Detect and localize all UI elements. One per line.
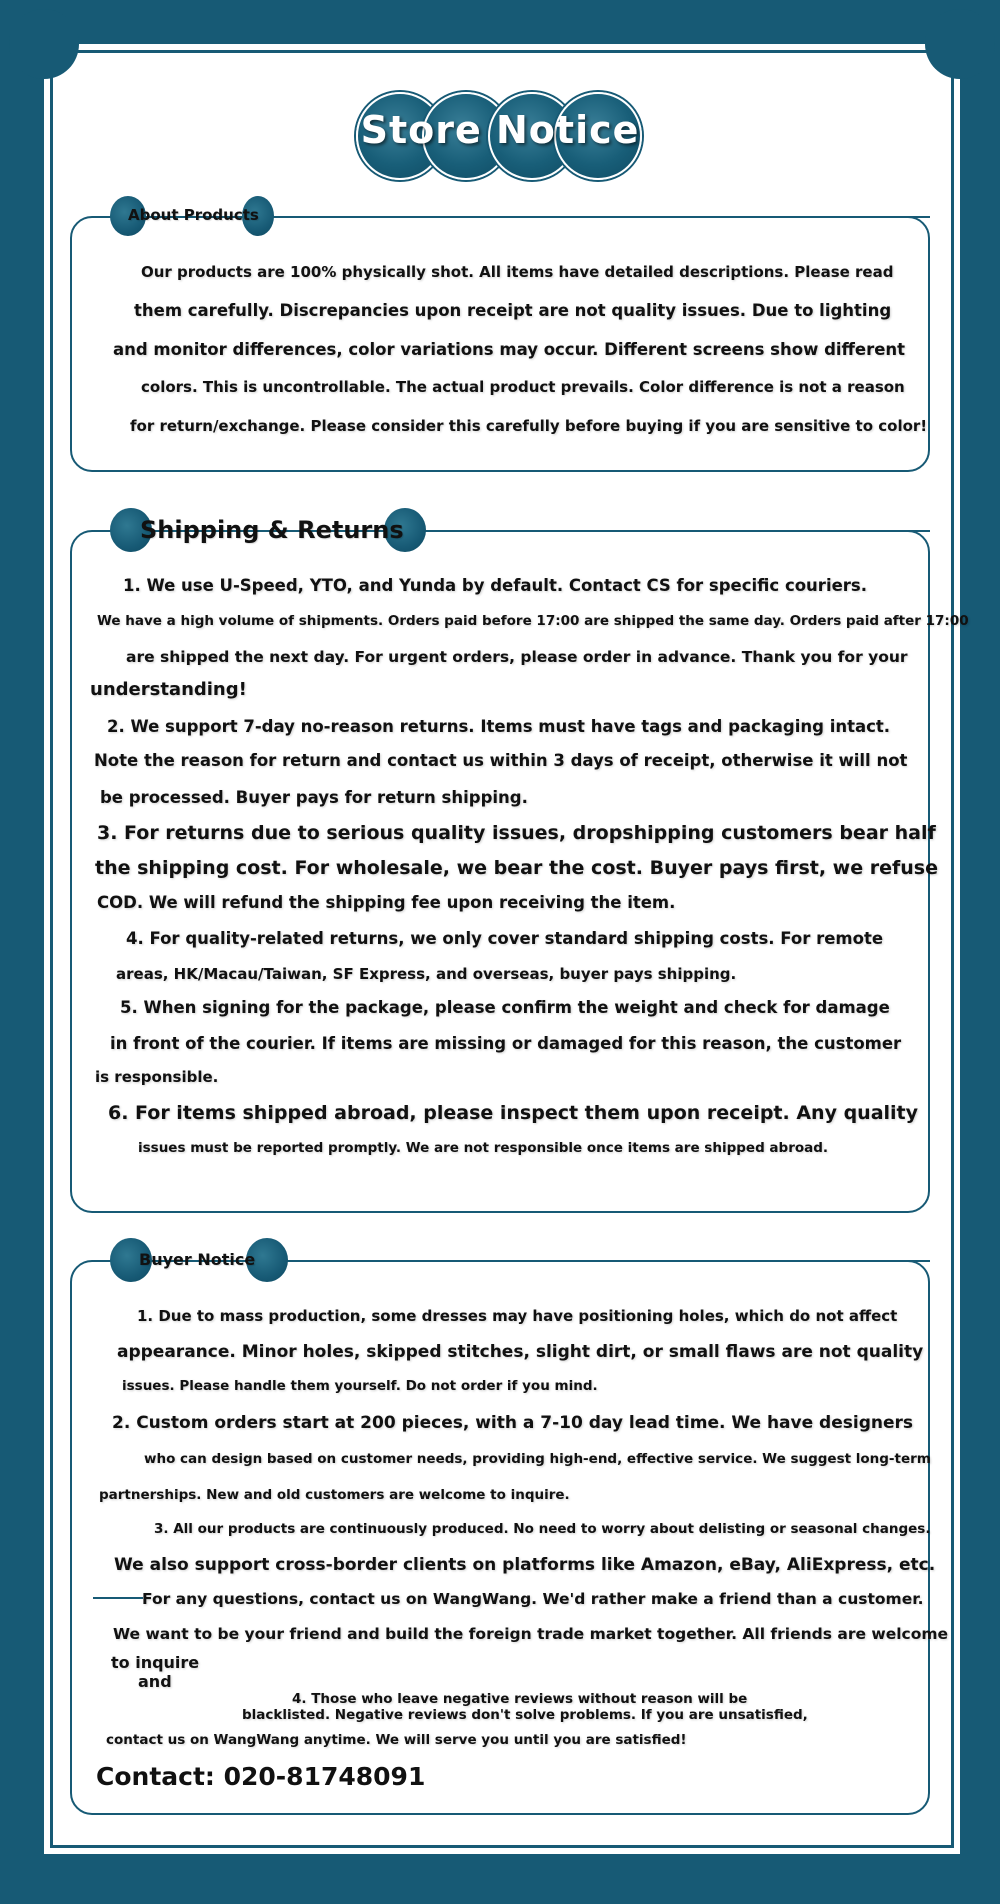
shipping-line: COD. We will refund the shipping fee upon receiving the item. — [97, 893, 676, 912]
shipping-line: in front of the courier. If items are missing or damaged for this reason, the customer — [110, 1034, 902, 1053]
shipping-line: Note the reason for return and contact us within 3 days of receipt, otherwise it will not — [94, 751, 908, 770]
buyer-line: partnerships. New and old customers are welcome to inquire. — [99, 1487, 570, 1503]
shipping-line: the shipping cost. For wholesale, we bear the cost. Buyer pays first, we refuse — [95, 857, 938, 879]
decorative-dash — [93, 1597, 143, 1599]
buyer-line: We also support cross-border clients on platforms like Amazon, eBay, AliExpress, etc. — [114, 1555, 936, 1575]
buyer-line: We want to be your friend and build the foreign trade market together. All friends are welcome — [113, 1625, 949, 1643]
buyer-line: 4. Those who leave negative reviews without reason will be — [292, 1691, 748, 1707]
buyer-line: 3. All our products are continuously produced. No need to worry about delisting or seasonal changes. — [154, 1521, 931, 1537]
buyer-line: to inquire — [111, 1653, 200, 1672]
shipping-line: 3. For returns due to serious quality issues, dropshipping customers bear half — [97, 822, 936, 844]
shipping-line: We have a high volume of shipments. Orders paid before 17:00 are shipped the same day. Orders paid after 17:00 — [97, 613, 969, 629]
buyer-line: blacklisted. Negative reviews don't solve problems. If you are unsatisfied, — [242, 1707, 808, 1723]
about-line: colors. This is uncontrollable. The actual product prevails. Color difference is not a reason — [141, 378, 905, 396]
buyer-line: and — [138, 1672, 172, 1691]
shipping-line: understanding! — [90, 679, 247, 700]
buyer-line: appearance. Minor holes, skipped stitches, slight dirt, or small flaws are not quality — [117, 1342, 924, 1362]
page-title: Store Notice — [360, 108, 640, 152]
buyer-line: For any questions, contact us on WangWang. We'd rather make a friend than a customer. — [142, 1590, 924, 1608]
shipping-line: 1. We use U-Speed, YTO, and Yunda by default. Contact CS for specific couriers. — [123, 576, 868, 595]
corner-decoration — [9, 9, 79, 79]
about-line: and monitor differences, color variations may occur. Different screens show different — [113, 340, 906, 359]
buyer-line: contact us on WangWang anytime. We will serve you until you are satisfied! — [106, 1732, 687, 1748]
buyer-line: who can design based on customer needs, providing high-end, effective service. We suggest long-term — [144, 1451, 931, 1467]
contact-phone: Contact: 020-81748091 — [96, 1762, 426, 1791]
shipping-line: 5. When signing for the package, please confirm the weight and check for damage — [120, 998, 890, 1017]
shipping-line: 4. For quality-related returns, we only cover standard shipping costs. For remote — [126, 929, 884, 948]
about-line: Our products are 100% physically shot. All items have detailed descriptions. Please read — [141, 263, 894, 281]
about-products-heading: About Products — [128, 206, 259, 224]
shipping-line: 6. For items shipped abroad, please inspect them upon receipt. Any quality — [108, 1102, 919, 1124]
buyer-line: 2. Custom orders start at 200 pieces, with a 7-10 day lead time. We have designers — [112, 1413, 914, 1433]
buyer-line: 1. Due to mass production, some dresses may have positioning holes, which do not affect — [137, 1307, 898, 1325]
buyer-line: issues. Please handle them yourself. Do not order if you mind. — [122, 1378, 598, 1394]
shipping-line: is responsible. — [95, 1068, 219, 1086]
buyer-notice-heading: Buyer Notice — [139, 1250, 256, 1269]
shipping-line: be processed. Buyer pays for return shipping. — [100, 788, 528, 807]
about-line: them carefully. Discrepancies upon receipt are not quality issues. Due to lighting — [134, 301, 892, 320]
corner-decoration — [925, 9, 995, 79]
shipping-line: issues must be reported promptly. We are not responsible once items are shipped abroad. — [138, 1140, 829, 1156]
shipping-line: are shipped the next day. For urgent orders, please order in advance. Thank you for your — [126, 648, 908, 666]
shipping-line: 2. We support 7-day no-reason returns. Items must have tags and packaging intact. — [107, 717, 891, 736]
shipping-line: areas, HK/Macau/Taiwan, SF Express, and overseas, buyer pays shipping. — [116, 965, 737, 983]
about-line: for return/exchange. Please consider this carefully before buying if you are sensitive to color! — [130, 417, 928, 435]
title-badge — [356, 92, 644, 178]
shipping-returns-heading: Shipping & Returns — [140, 516, 404, 544]
